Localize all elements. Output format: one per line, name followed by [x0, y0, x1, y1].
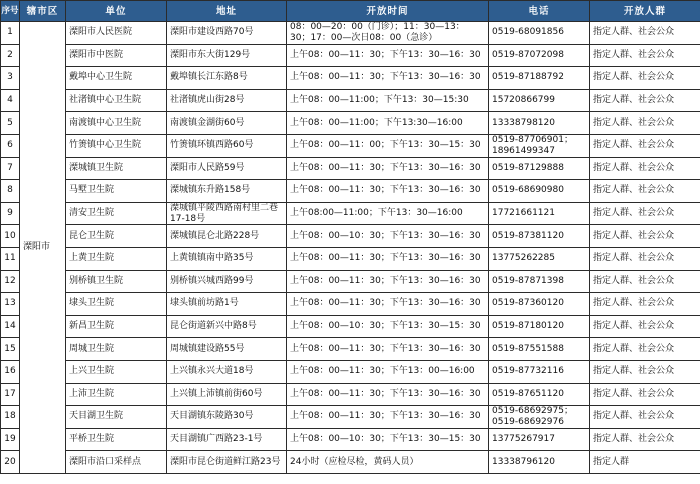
unit-cell: 南渡镇中心卫生院: [66, 112, 167, 135]
phone-cell: 0519-87651120: [489, 383, 590, 406]
hours-cell: 上午08：00—11：30；下午13：30—16：30: [287, 44, 489, 67]
unit-cell: 社渚镇中心卫生院: [66, 89, 167, 112]
phone-cell: 0519-87381120: [489, 225, 590, 248]
audience-cell: 指定人群、社会公众: [590, 180, 700, 203]
table-row: [1, 134, 700, 157]
phone-cell: 13775262285: [489, 247, 590, 270]
table-row: [1, 406, 700, 429]
address-cell: 别桥镇兴城西路99号: [167, 270, 287, 293]
hours-cell: 24小时（应检尽检，黄码人员）: [287, 451, 489, 474]
unit-cell: 马墅卫生院: [66, 180, 167, 203]
header-audience: 开放人群: [590, 1, 700, 22]
table-row: [1, 89, 700, 112]
unit-cell: 竹箦镇中心卫生院: [66, 134, 167, 157]
row-number: 11: [1, 247, 20, 270]
audience-cell: 指定人群、社会公众: [590, 383, 700, 406]
unit-cell: 上兴卫生院: [66, 360, 167, 383]
address-cell: 埭头镇前坊路1号: [167, 293, 287, 316]
audience-cell: 指定人群: [590, 451, 700, 474]
audience-cell: 指定人群、社会公众: [590, 112, 700, 135]
hours-cell: 上午08:00—11:00；下午13：30—16:00: [287, 202, 489, 225]
header-hours: 开放时间: [287, 1, 489, 22]
table-row: [1, 451, 700, 474]
table-row: [1, 360, 700, 383]
phone-cell: 0519-87129888: [489, 157, 590, 180]
phone-cell: 15720866799: [489, 89, 590, 112]
table-row: [1, 247, 700, 270]
address-cell: 周城镇建设路55号: [167, 338, 287, 361]
audience-cell: 指定人群、社会公众: [590, 157, 700, 180]
row-number: 10: [1, 225, 20, 248]
audience-cell: 指定人群、社会公众: [590, 270, 700, 293]
audience-cell: 指定人群、社会公众: [590, 134, 700, 157]
header-phone: 电话: [489, 1, 590, 22]
table-row: [1, 202, 700, 225]
address-cell: 上兴镇上沛镇前街60号: [167, 383, 287, 406]
phone-cell: 13338798120: [489, 112, 590, 135]
unit-cell: 天目湖卫生院: [66, 406, 167, 429]
hours-cell: 上午08：00—10：30；下午13：30—15：30: [287, 428, 489, 451]
header-district: 辖市区: [20, 1, 66, 22]
unit-cell: 周城卫生院: [66, 338, 167, 361]
row-number: 12: [1, 270, 20, 293]
hours-cell: 上午08：00—11：00；下午13：30—15：30: [287, 134, 489, 157]
table-row: [1, 270, 700, 293]
hours-cell: 上午08：00—11：30；下午13：30—16：30: [287, 247, 489, 270]
row-number: 7: [1, 157, 20, 180]
hours-cell: 上午08：00—11：30；下午13：30—16：30: [287, 406, 489, 429]
address-cell: 溧阳市东大街129号: [167, 44, 287, 67]
hours-cell: 上午08：00—10：30；下午13：30—15：30: [287, 315, 489, 338]
audience-cell: 指定人群、社会公众: [590, 428, 700, 451]
phone-cell: 0519-87706901；18961499347: [489, 134, 590, 157]
unit-cell: 上沛卫生院: [66, 383, 167, 406]
hours-cell: 上午08：00—11：30；下午13：30—16：30: [287, 157, 489, 180]
row-number: 5: [1, 112, 20, 135]
unit-cell: 溧城镇卫生院: [66, 157, 167, 180]
hours-cell: 上午08：00—11：30；下午13：30—16：30: [287, 293, 489, 316]
table-row: [1, 157, 700, 180]
phone-cell: 0519-87871398: [489, 270, 590, 293]
unit-cell: 埭头卫生院: [66, 293, 167, 316]
header-unit: 单位: [66, 1, 167, 22]
audience-cell: 指定人群、社会公众: [590, 67, 700, 90]
table-row: [1, 338, 700, 361]
table-row: [1, 180, 700, 203]
row-number: 3: [1, 67, 20, 90]
unit-cell: 新昌卫生院: [66, 315, 167, 338]
row-number: 4: [1, 89, 20, 112]
row-number: 2: [1, 44, 20, 67]
row-number: 18: [1, 406, 20, 429]
table-row: [1, 112, 700, 135]
table-row: [1, 293, 700, 316]
row-number: 17: [1, 383, 20, 406]
phone-cell: 0519-87551588: [489, 338, 590, 361]
address-cell: 上兴镇永兴大道18号: [167, 360, 287, 383]
address-cell: 天目湖镇广西路23-1号: [167, 428, 287, 451]
table-row: [1, 67, 700, 90]
hours-cell: 上午08：00—11：30；下午13：00—16:00: [287, 360, 489, 383]
unit-cell: 溧阳市人民医院: [66, 22, 167, 45]
phone-cell: 17721661121: [489, 202, 590, 225]
hours-cell: 上午08：00—11：30；下午13：30—16：30: [287, 338, 489, 361]
hours-cell: 上午08：00—11:00；下午13:30—16:00: [287, 112, 489, 135]
audience-cell: 指定人群、社会公众: [590, 406, 700, 429]
phone-cell: 0519-87072098: [489, 44, 590, 67]
address-cell: 天目湖镇东陵路30号: [167, 406, 287, 429]
unit-cell: 上黄卫生院: [66, 247, 167, 270]
address-cell: 竹箦镇环镇西路60号: [167, 134, 287, 157]
phone-cell: 0519-68692975；0519-68692976: [489, 406, 590, 429]
unit-cell: 昆仑卫生院: [66, 225, 167, 248]
unit-cell: 溧阳市沿口采样点: [66, 451, 167, 474]
unit-cell: 溧阳市中医院: [66, 44, 167, 67]
row-number: 9: [1, 202, 20, 225]
address-cell: 溧城镇昆仑北路228号: [167, 225, 287, 248]
table-row: [1, 428, 700, 451]
header-row: [1, 1, 700, 22]
row-number: 1: [1, 22, 20, 45]
hours-cell: 上午08：00—11:00；下午13：30—15:30: [287, 89, 489, 112]
phone-cell: 0519-87732116: [489, 360, 590, 383]
hours-cell: 上午08：00—10：30；下午13：30—16：30: [287, 225, 489, 248]
address-cell: 戴埠镇长江东路8号: [167, 67, 287, 90]
unit-cell: 清安卫生院: [66, 202, 167, 225]
phone-cell: 13775267917: [489, 428, 590, 451]
hours-cell: 上午08：00—11：30；下午13：30—16：30: [287, 270, 489, 293]
phone-cell: 0519-68091856: [489, 22, 590, 45]
address-cell: 溧城镇平陵西路南村里二巷17-18号: [167, 202, 287, 225]
table-row: [1, 44, 700, 67]
address-cell: 南渡镇金湖街60号: [167, 112, 287, 135]
table-row: [1, 383, 700, 406]
address-cell: 上黄镇镇南中路35号: [167, 247, 287, 270]
audience-cell: 指定人群、社会公众: [590, 44, 700, 67]
row-number: 16: [1, 360, 20, 383]
phone-cell: 0519-68690980: [489, 180, 590, 203]
phone-cell: 0519-87188792: [489, 67, 590, 90]
unit-cell: 戴埠中心卫生院: [66, 67, 167, 90]
table-row: [1, 22, 700, 45]
phone-cell: 0519-87360120: [489, 293, 590, 316]
audience-cell: 指定人群、社会公众: [590, 225, 700, 248]
table-row: [1, 225, 700, 248]
row-number: 6: [1, 134, 20, 157]
audience-cell: 指定人群、社会公众: [590, 89, 700, 112]
unit-cell: 平桥卫生院: [66, 428, 167, 451]
phone-cell: 0519-87180120: [489, 315, 590, 338]
audience-cell: 指定人群、社会公众: [590, 22, 700, 45]
row-number: 19: [1, 428, 20, 451]
row-number: 13: [1, 293, 20, 316]
address-cell: 昆仑街道新兴中路8号: [167, 315, 287, 338]
audience-cell: 指定人群、社会公众: [590, 247, 700, 270]
audience-cell: 指定人群、社会公众: [590, 338, 700, 361]
audience-cell: 指定人群、社会公众: [590, 202, 700, 225]
address-cell: 溧阳市昆仑街道鲜江路23号: [167, 451, 287, 474]
address-cell: 社渚镇虎山街28号: [167, 89, 287, 112]
hours-cell: 上午08：00—11：30；下午13：30—16：30: [287, 383, 489, 406]
district-cell: 溧阳市: [20, 22, 66, 474]
hours-cell: 上午08：00—11：30；下午13：30—16：30: [287, 67, 489, 90]
header-seq: 序号: [1, 1, 20, 22]
phone-cell: 13338796120: [489, 451, 590, 474]
row-number: 8: [1, 180, 20, 203]
audience-cell: 指定人群、社会公众: [590, 360, 700, 383]
unit-cell: 别桥镇卫生院: [66, 270, 167, 293]
header-address: 地址: [167, 1, 287, 22]
hours-cell: 08：00—20：00（门诊）；11：30—13：30；17：00—次日08：00（急诊）: [287, 22, 489, 45]
address-cell: 溧阳市建设西路70号: [167, 22, 287, 45]
audience-cell: 指定人群、社会公众: [590, 293, 700, 316]
row-number: 15: [1, 338, 20, 361]
row-number: 14: [1, 315, 20, 338]
address-cell: 溧城镇东升路158号: [167, 180, 287, 203]
audience-cell: 指定人群、社会公众: [590, 315, 700, 338]
hours-cell: 上午08：00—11：30；下午13：30—16：30: [287, 180, 489, 203]
address-cell: 溧阳市人民路59号: [167, 157, 287, 180]
table-row: [1, 315, 700, 338]
row-number: 20: [1, 451, 20, 474]
